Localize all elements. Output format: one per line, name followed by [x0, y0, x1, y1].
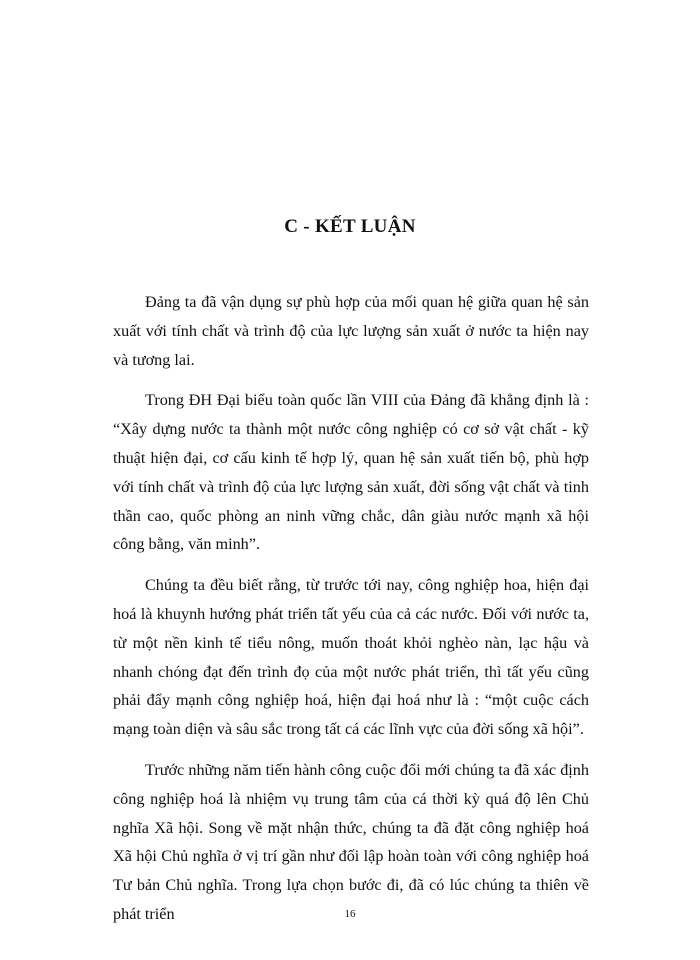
page-number: 16 — [344, 908, 356, 920]
paragraph-1: Đảng ta đã vận dụng sự phù hợp của mối quan hệ giữa quan hệ sản xuất với tính chất và trình độ của lực lượng sản xuất ở nước ta hiện nay và tương lai. — [113, 293, 589, 369]
section-title: C - KẾT LUẬN — [284, 216, 416, 237]
paragraph-2: Trong ĐH Đại biểu toàn quốc lần VIII của Đảng đã khẳng định là : “Xây dựng nước ta thành một nước công nghiệp có cơ sở vật chất - kỹ thuật hiện đại, cơ cấu kinh tế hợp lý, quan hệ sản xuất tiến bộ, phù hợp với tính chất và trình độ của lực lượng sản xuất, đời sống vật chất và tinh thần cao, quốc phòng an ninh vững chắc, dân giàu nước mạnh xã hội công bằng, văn minh”. — [113, 391, 589, 554]
body-text — [113, 288, 589, 941]
paragraph-3: Chúng ta đều biết rằng, từ trước tới nay, công nghiệp hoa, hiện đại hoá là khuynh hướng phát triển tất yếu của cả các nước. Đối với nước ta, từ một nền kinh tế tiểu nông, muốn thoát khỏi nghèo nàn, lạc hậu và nhanh chóng đạt đến trình đọ của một nước phát triển, thì tất yếu cũng phải đẩy mạnh công nghiệp hoá, hiện đại hoá như là : “một cuộc cách mạng toàn diện và sâu sắc trong tất cá các lĩnh vực của đời sống xã hội”. — [113, 576, 589, 739]
paragraph-4: Trước những năm tiến hành công cuộc đổi mới chúng ta đã xác định công nghiệp hoá là nhiệm vụ trung tâm của cá thời kỳ quá độ lên Chủ nghĩa Xã hội. Song về mặt nhận thức, chúng ta đã đặt công nghiệp hoá Xã hội Chủ nghĩa ở vị trí gần như đối lập hoàn toàn với công nghiệp hoá Tư bản Chủ nghĩa. Trong lựa chọn bước đi, đã có lúc chúng ta thiên về phát triển — [113, 760, 589, 923]
